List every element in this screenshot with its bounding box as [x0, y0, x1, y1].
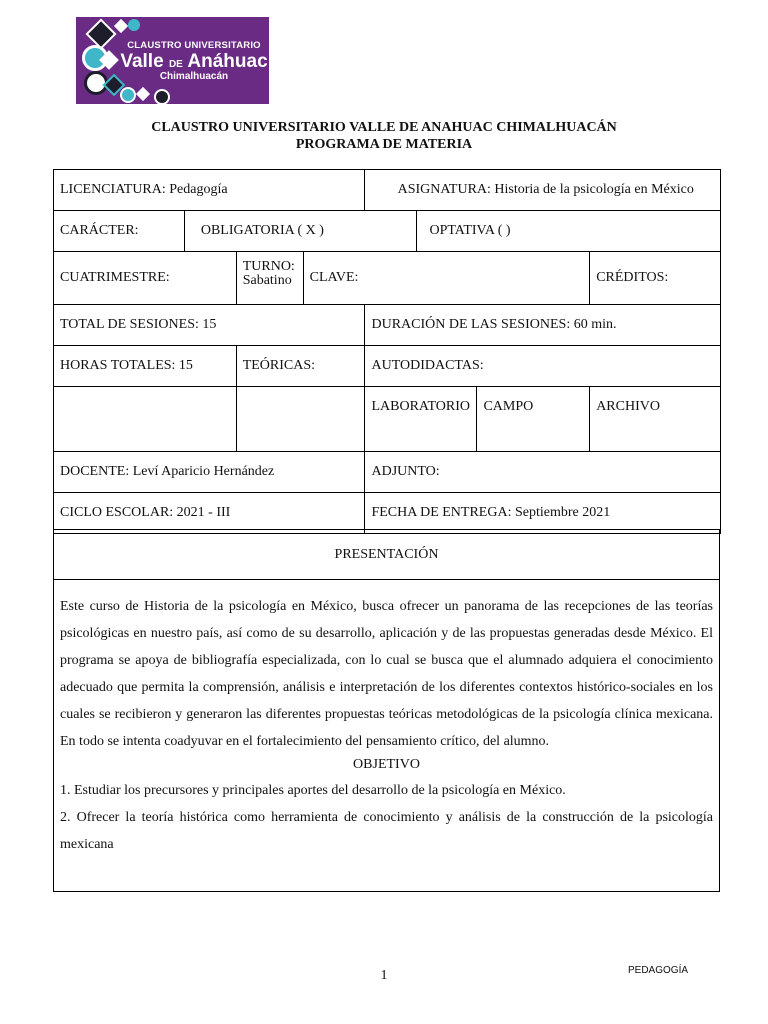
turno-cell	[236, 252, 303, 305]
logo-line-3: Chimalhuacán	[159, 70, 229, 82]
turno-value: Sabatino	[242, 273, 292, 288]
logo-text	[120, 41, 268, 82]
presentation-title: PRESENTACIÓN	[54, 530, 719, 580]
obligatoria-cell: OBLIGATORIA ( X )	[184, 211, 417, 252]
licenciatura-cell: LICENCIATURA: Pedagogía	[54, 170, 365, 211]
table-row	[54, 211, 721, 252]
table-row	[54, 493, 721, 534]
table-row	[54, 252, 721, 305]
turno-label: TURNO:	[242, 259, 295, 274]
table-row	[54, 170, 721, 211]
fecha-entrega-cell: FECHA DE ENTREGA: Septiembre 2021	[365, 493, 721, 534]
institution-heading: CLAUSTRO UNIVERSITARIO VALLE DE ANAHUAC CHIMALHUACÁN	[151, 120, 617, 135]
laboratorio-cell: LABORATORIO	[365, 387, 477, 452]
course-info-table	[53, 169, 721, 534]
objective-item-2: 2. Ofrecer la teoría histórica como herramienta de conocimiento y análisis de la construcción de la psicología mexicana	[60, 810, 713, 852]
empty-cell	[236, 387, 365, 452]
institution-logo	[76, 17, 269, 104]
caracter-cell: CARÁCTER:	[54, 211, 185, 252]
table-row	[54, 305, 721, 346]
adjunto-cell: ADJUNTO:	[365, 452, 721, 493]
teoricas-cell: TEÓRICAS:	[236, 346, 365, 387]
objective-item-1: 1. Estudiar los precursores y principales aportes del desarrollo de la psicología en México.	[60, 783, 566, 798]
presentation-box	[53, 529, 720, 892]
total-sesiones-cell: TOTAL DE SESIONES: 15	[54, 305, 365, 346]
campo-cell: CAMPO	[477, 387, 590, 452]
logo-line-1: CLAUSTRO UNIVERSITARIO	[127, 40, 261, 51]
docente-cell: DOCENTE: Leví Aparicio Hernández	[54, 452, 365, 493]
duracion-cell: DURACIÓN DE LAS SESIONES: 60 min.	[365, 305, 721, 346]
empty-cell	[54, 387, 237, 452]
creditos-cell: CRÉDITOS:	[590, 252, 721, 305]
table-row	[54, 387, 721, 452]
footer-tag: PEDAGOGÍA	[628, 965, 689, 976]
ciclo-cell: CICLO ESCOLAR: 2021 - III	[54, 493, 365, 534]
autodidactas-cell: AUTODIDACTAS:	[365, 346, 721, 387]
presentation-paragraph: Este curso de Historia de la psicología en México, busca ofrecer un panorama de las recepciones de las teorías psicológicas en nuestro país, así como de su desarrollo, aplicación y de las propuestas generadas desde México. El programa se apoya de bibliografía especializada, con lo cual se busca que el alumnado adquiera el conocimiento adecuado que permita la comprensión, análisis e interpretación de los diferentes contextos histórico-sociales en los cuales se recibieron y generaron las diferentes propuestas teóricas metodológicas de la psicología clínica mexicana. En todo se intenta coadyuvar en el fortalecimiento del pensamiento crítico, del alumno.	[60, 599, 713, 749]
archivo-cell: ARCHIVO	[590, 387, 721, 452]
table-row	[54, 452, 721, 493]
document-type-heading: PROGRAMA DE MATERIA	[295, 137, 473, 152]
table-row	[54, 346, 721, 387]
objective-title: OBJETIVO	[353, 757, 420, 772]
optativa-cell: OPTATIVA ( )	[417, 211, 721, 252]
horas-totales-cell: HORAS TOTALES: 15	[54, 346, 237, 387]
asignatura-cell: ASIGNATURA: Historia de la psicología en México	[365, 170, 721, 211]
cuatrimestre-cell: CUATRIMESTRE:	[54, 252, 237, 305]
page-number: 1	[380, 968, 388, 983]
presentation-body	[54, 580, 719, 858]
logo-line-2: Valle DE Anáhuac	[120, 50, 268, 72]
clave-cell: CLAVE:	[303, 252, 590, 305]
